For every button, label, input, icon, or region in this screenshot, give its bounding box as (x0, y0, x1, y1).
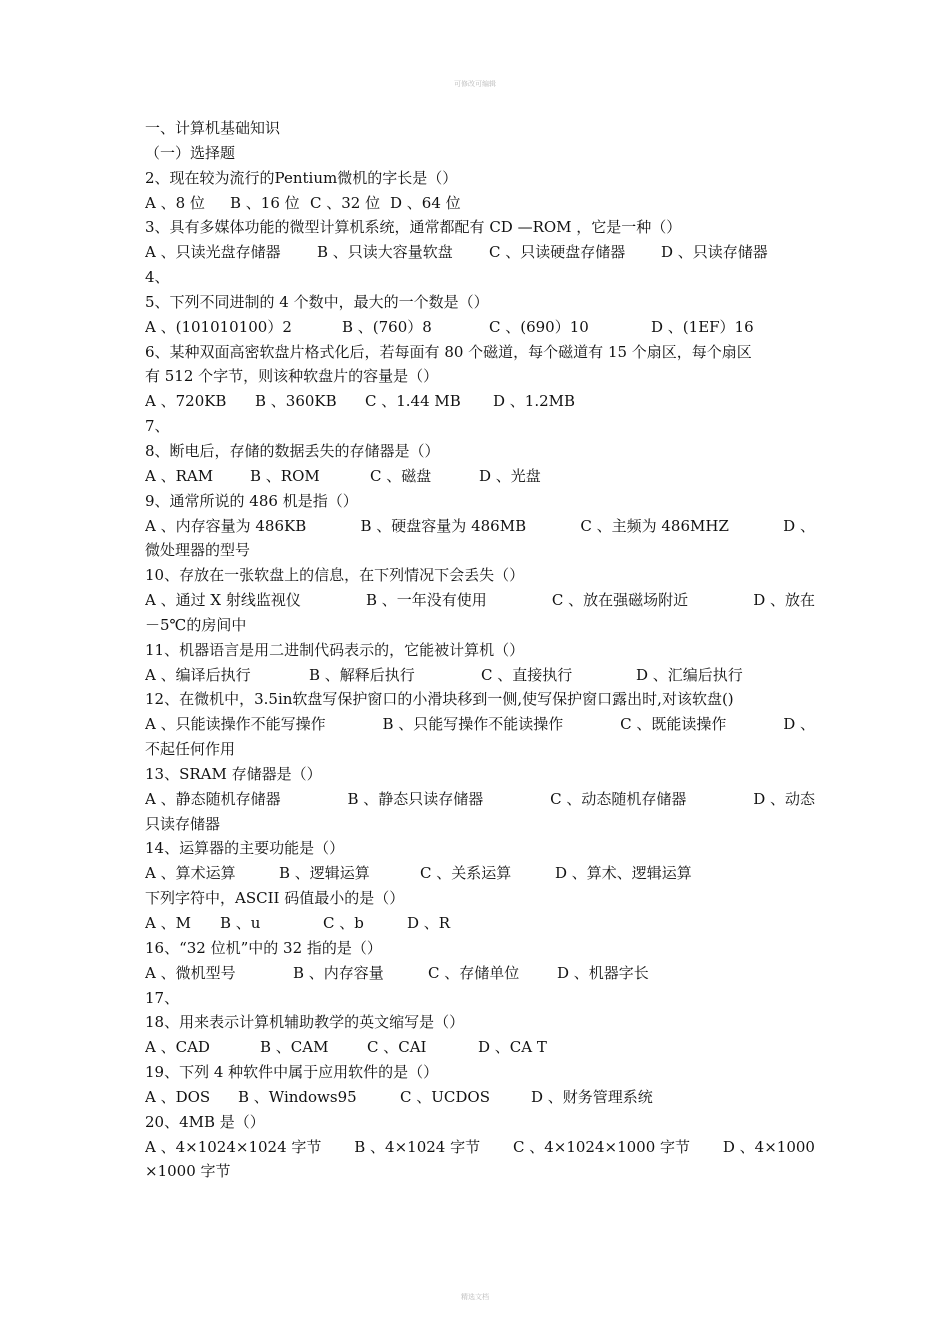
option-item: D 、算术、逻辑运算 (555, 864, 692, 883)
option-item: D 、光盘 (479, 466, 541, 485)
option-item: D 、1.2MB (493, 392, 576, 411)
option-item: A 、编译后执行 (145, 665, 251, 684)
option-item: B 、CAM (260, 1038, 329, 1057)
option-item: A 、(101010100）2 (145, 317, 292, 336)
text-line: 20、4MB 是（） (145, 1112, 265, 1131)
option-item: D 、 (783, 715, 815, 734)
option-item: D 、汇编后执行 (636, 665, 743, 684)
text-line: 不起任何作用 (145, 740, 236, 759)
option-item: C 、直接执行 (481, 665, 573, 684)
option-item: D 、64 位 (390, 193, 461, 212)
text-line: 13、SRAM 存储器是（） (145, 764, 322, 783)
options-line (145, 389, 815, 414)
options-line (145, 712, 815, 737)
options-line (145, 663, 815, 688)
options-line (145, 240, 815, 265)
option-item: A 、算术运算 (145, 864, 236, 883)
options-line (145, 1085, 815, 1110)
options-line (145, 861, 815, 886)
text-line: 11、机器语言是用二进制代码表示的，它能被计算机（） (145, 640, 525, 659)
text-line: 4、 (145, 268, 170, 287)
options-line (145, 961, 815, 986)
option-item: A 、内存容量为 486KB (145, 516, 307, 535)
option-item: B 、(760）8 (342, 317, 432, 336)
text-line: 8、断电后，存储的数据丢失的存储器是（） (145, 441, 440, 460)
options-line (145, 588, 815, 613)
option-item: A 、DOS (145, 1087, 211, 1106)
option-item: B 、一年没有使用 (365, 591, 487, 610)
option-item: A 、M (145, 914, 191, 932)
option-item: B 、360KB (255, 392, 337, 411)
option-item: D 、4×1000 (722, 1137, 815, 1156)
text-line: 14、运算器的主要功能是（） (145, 839, 345, 858)
option-item: A 、8 位 (145, 193, 205, 212)
option-item: A 、只能读操作不能写操作 (145, 715, 326, 734)
option-item: C 、主频为 486MHZ (580, 516, 729, 535)
option-item: C 、UCDOS (400, 1087, 490, 1106)
option-item: D 、CA T (478, 1038, 547, 1057)
text-line: 微处理器的型号 (145, 541, 251, 560)
option-item: C 、磁盘 (370, 466, 432, 485)
option-item: D 、R (407, 914, 451, 932)
text-line: 5、下列不同进制的 4 个数中，最大的一个数是（） (145, 292, 489, 311)
document-body (145, 116, 815, 1184)
options-line (145, 911, 815, 936)
page-footer: 精选文档 (461, 1293, 489, 1301)
option-item: A 、720KB (145, 392, 227, 411)
text-line: 一、计算机基础知识 (145, 119, 281, 137)
option-item: D 、机器字长 (557, 963, 649, 982)
text-line: 9、通常所说的 486 机是指（） (145, 491, 358, 510)
option-item: C 、32 位 (310, 193, 381, 212)
text-line: 16、“32 位机”中的 32 指的是（） (145, 938, 382, 957)
option-item: D 、 (783, 516, 815, 535)
text-line: 18、用来表示计算机辅助教学的英文缩写是（） (145, 1013, 465, 1032)
text-line: 只读存储器 (145, 814, 221, 833)
options-line (145, 514, 815, 539)
option-item: B 、逻辑运算 (279, 864, 370, 883)
option-item: D 、动态 (753, 789, 815, 808)
option-item: B 、解释后执行 (309, 665, 415, 684)
option-item: D 、财务管理系统 (531, 1087, 653, 1106)
text-line: 19、下列 4 种软件中属于应用软件的是（） (145, 1063, 439, 1082)
options-line (145, 1135, 815, 1160)
options-line (145, 315, 815, 340)
option-item: C 、放在强磁场附近 (551, 591, 689, 610)
option-item: D 、(1EF）16 (651, 317, 754, 336)
option-item: B 、ROM (250, 466, 320, 485)
option-item: B 、u (220, 914, 261, 932)
option-item: C 、只读硬盘存储器 (489, 243, 626, 262)
option-item: D 、放在 (753, 591, 815, 610)
text-line: －5℃的房间中 (145, 615, 247, 634)
option-item: C 、1.44 MB (365, 392, 461, 411)
text-line: 6、某种双面高密软盘片格式化后，若每面有 80 个磁道，每个磁道有 15 个扇区，每个扇区 (145, 342, 752, 361)
option-item: D 、只读存储器 (661, 243, 768, 262)
option-item: C 、4×1024×1000 字节 (512, 1137, 691, 1156)
option-item: C 、动态随机存储器 (550, 789, 687, 808)
options-line (145, 191, 815, 216)
option-item: B 、静态只读存储器 (347, 789, 484, 808)
text-line: 12、在微机中，3.5in软盘写保护窗口的小滑块移到一侧,使写保护窗口露出时,对该软盘() (145, 690, 734, 709)
option-item: A 、通过 X 射线监视仪 (145, 591, 301, 610)
text-line: （一）选择题 (145, 143, 236, 162)
option-item: C 、既能读操作 (620, 715, 727, 734)
option-item: A 、RAM (145, 466, 214, 485)
option-item: C 、(690）10 (489, 317, 589, 336)
option-item: A 、微机型号 (145, 963, 236, 982)
option-item: C 、CAI (367, 1038, 427, 1057)
option-item: B 、只能写操作不能读操作 (382, 715, 564, 734)
option-item: A 、静态随机存储器 (145, 789, 281, 808)
text-line: 10、存放在一张软盘上的信息，在下列情况下会丢失（） (145, 566, 525, 585)
option-item: B 、只读大容量软盘 (317, 243, 453, 262)
option-item: B 、16 位 (230, 193, 300, 212)
option-item: C 、存储单位 (428, 963, 520, 982)
text-line: 17、 (145, 988, 180, 1007)
option-item: C 、b (323, 914, 364, 932)
option-item: B 、硬盘容量为 486MB (360, 516, 527, 535)
text-line: 有 512 个字节，则该种软盘片的容量是（） (145, 367, 439, 386)
option-item: A 、4×1024×1024 字节 (145, 1137, 322, 1156)
text-line: 7、 (145, 417, 170, 436)
options-line (145, 787, 815, 812)
option-item: B 、4×1024 字节 (354, 1137, 481, 1156)
options-line (145, 1035, 815, 1060)
text-line: 下列字符中，ASCII 码值最小的是（） (145, 889, 405, 908)
option-item: A 、只读光盘存储器 (145, 243, 281, 262)
text-line: 2、现在较为流行的Pentium微机的字长是（） (145, 168, 458, 187)
options-line (145, 464, 815, 489)
page-header: 可修改可编辑 (454, 80, 496, 88)
text-line: ×1000 字节 (145, 1162, 231, 1181)
option-item: C 、关系运算 (420, 864, 512, 883)
text-line: 3、具有多媒体功能的微型计算机系统，通常都配有 CD —ROM ，它是一种（） (145, 218, 682, 237)
option-item: B 、内存容量 (293, 963, 384, 982)
option-item: A 、CAD (145, 1038, 210, 1057)
option-item: B 、Windows95 (238, 1087, 357, 1106)
